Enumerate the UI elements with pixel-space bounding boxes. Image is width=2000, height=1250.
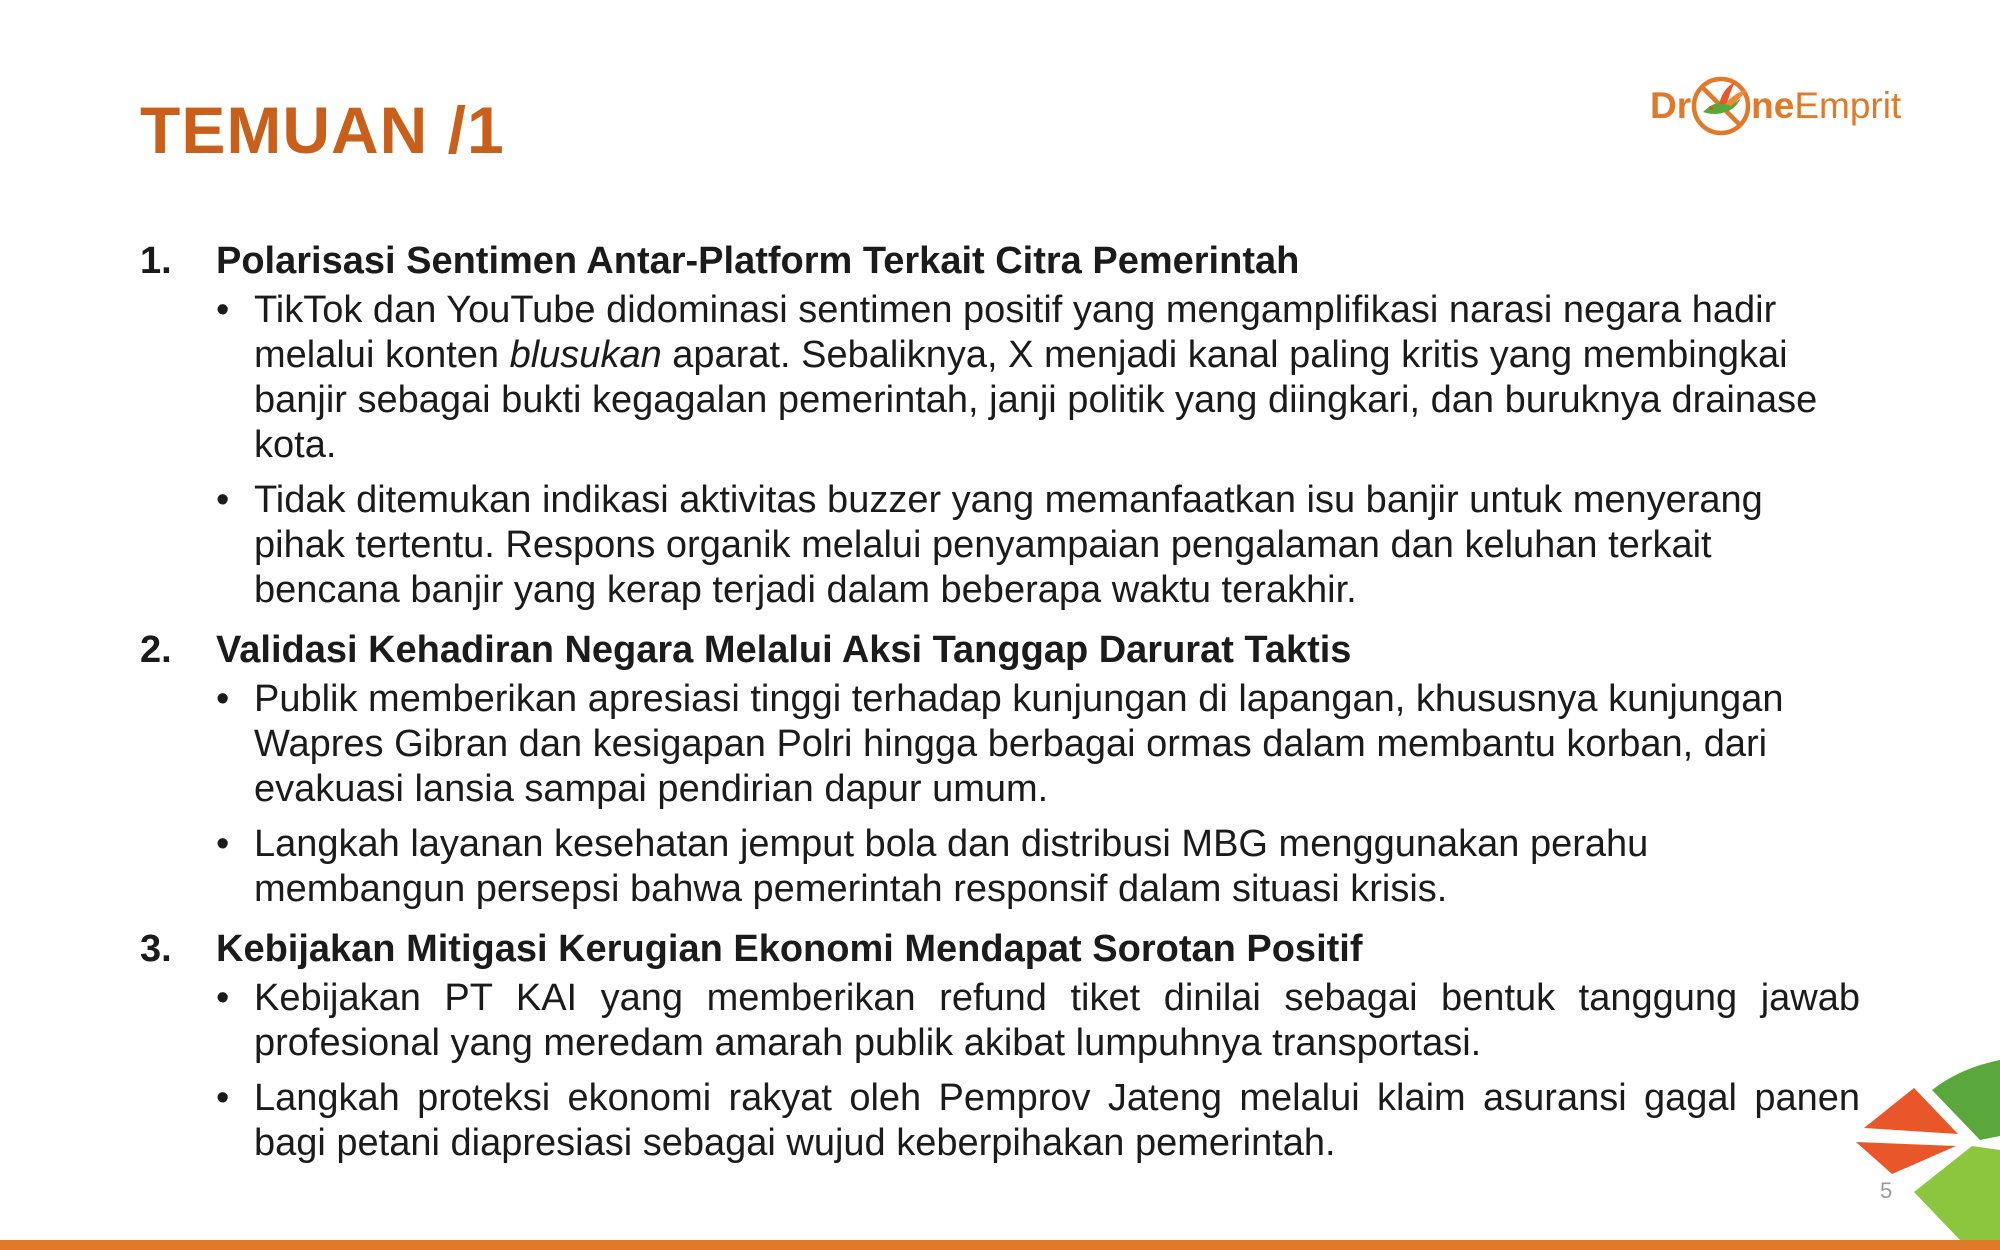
decor-red-shape-lower	[1856, 1142, 1956, 1174]
bullet-text: Langkah proteksi ekonomi rakyat oleh Pemprov Jateng melalui klaim asuransi gagal panen bagi petani diapresiasi sebagai wujud keberpihakan pemerintah.	[254, 1077, 1860, 1164]
bullet-icon: •	[216, 479, 230, 521]
slide-title: TEMUAN /1	[140, 93, 505, 167]
bullet-text: Langkah layanan kesehatan jemput bola dan distribusi MBG menggunakan perahu membangun persepsi bahwa pemerintah responsif dalam situasi krisis.	[254, 823, 1649, 910]
bullet-item	[216, 288, 1860, 468]
section-heading: Validasi Kehadiran Negara Melalui Aksi Tanggap Darurat Taktis	[216, 629, 1352, 671]
drone-emprit-logo	[1650, 70, 1915, 142]
drone-bird-icon	[1689, 74, 1753, 138]
bullet-item	[216, 822, 1860, 912]
logo-text-part1: Dr	[1650, 85, 1692, 126]
bullet-icon: •	[216, 678, 230, 720]
section-heading: Kebijakan Mitigasi Kerugian Ekonomi Mendapat Sorotan Positif	[216, 928, 1363, 970]
section-number: 3.	[140, 928, 172, 970]
bullet-text: Kebijakan PT KAI yang memberikan refund tiket dinilai sebagai bentuk tanggung jawab profesional yang meredam amarah publik akibat lumpuhnya transportasi.	[254, 977, 1860, 1064]
finding-section-3	[140, 922, 1860, 1166]
bullet-text: Tidak ditemukan indikasi aktivitas buzzer yang memanfaatkan isu banjir untuk menyerang pihak tertentu. Respons organik melalui penyampaian pengalaman dan keluhan terkait bencana banjir yang kerap terjadi dalam beberapa waktu terakhir.	[254, 479, 1763, 611]
bullet-icon: •	[216, 977, 230, 1019]
findings-list	[140, 234, 1860, 1176]
bullet-text: Publik memberikan apresiasi tinggi terhadap kunjungan di lapangan, khususnya kunjungan Wapres Gibran dan kesigapan Polri hingga berbagai ormas dalam membantu korban, dari evakuasi lansia sampai pendirian dapur umum.	[254, 678, 1784, 810]
finding-section-1	[140, 234, 1860, 613]
bullet-item	[216, 976, 1860, 1066]
bullet-icon: •	[216, 289, 230, 331]
section-heading: Polarisasi Sentimen Antar-Platform Terkait Citra Pemerintah	[216, 240, 1300, 282]
bullet-item	[216, 1076, 1860, 1166]
decor-lime-shape	[1914, 1146, 2000, 1240]
bullet-item	[216, 478, 1860, 613]
section-number: 2.	[140, 629, 172, 671]
section-number: 1.	[140, 240, 172, 282]
bullet-item	[216, 677, 1860, 812]
page-number: 5	[1880, 1178, 1893, 1203]
bullet-icon: •	[216, 1077, 230, 1119]
bullet-text: TikTok dan YouTube didominasi sentimen positif yang mengamplifikasi narasi negara hadir melalui konten blusukan aparat. Sebaliknya, X menjadi kanal paling kritis yang membingkai banjir sebagai bukti kegagalan pemerintah, janji politik yang diingkari, dan buruknya drainase kota.	[254, 289, 1818, 466]
corner-decoration	[1840, 1050, 2000, 1240]
finding-section-2	[140, 623, 1860, 912]
emphasis-text: blusukan	[509, 334, 662, 376]
logo-text-part2: ne	[1751, 85, 1795, 126]
footer-bar	[0, 1240, 2000, 1250]
bullet-icon: •	[216, 823, 230, 865]
logo-text-part3: Emprit	[1794, 85, 1902, 126]
